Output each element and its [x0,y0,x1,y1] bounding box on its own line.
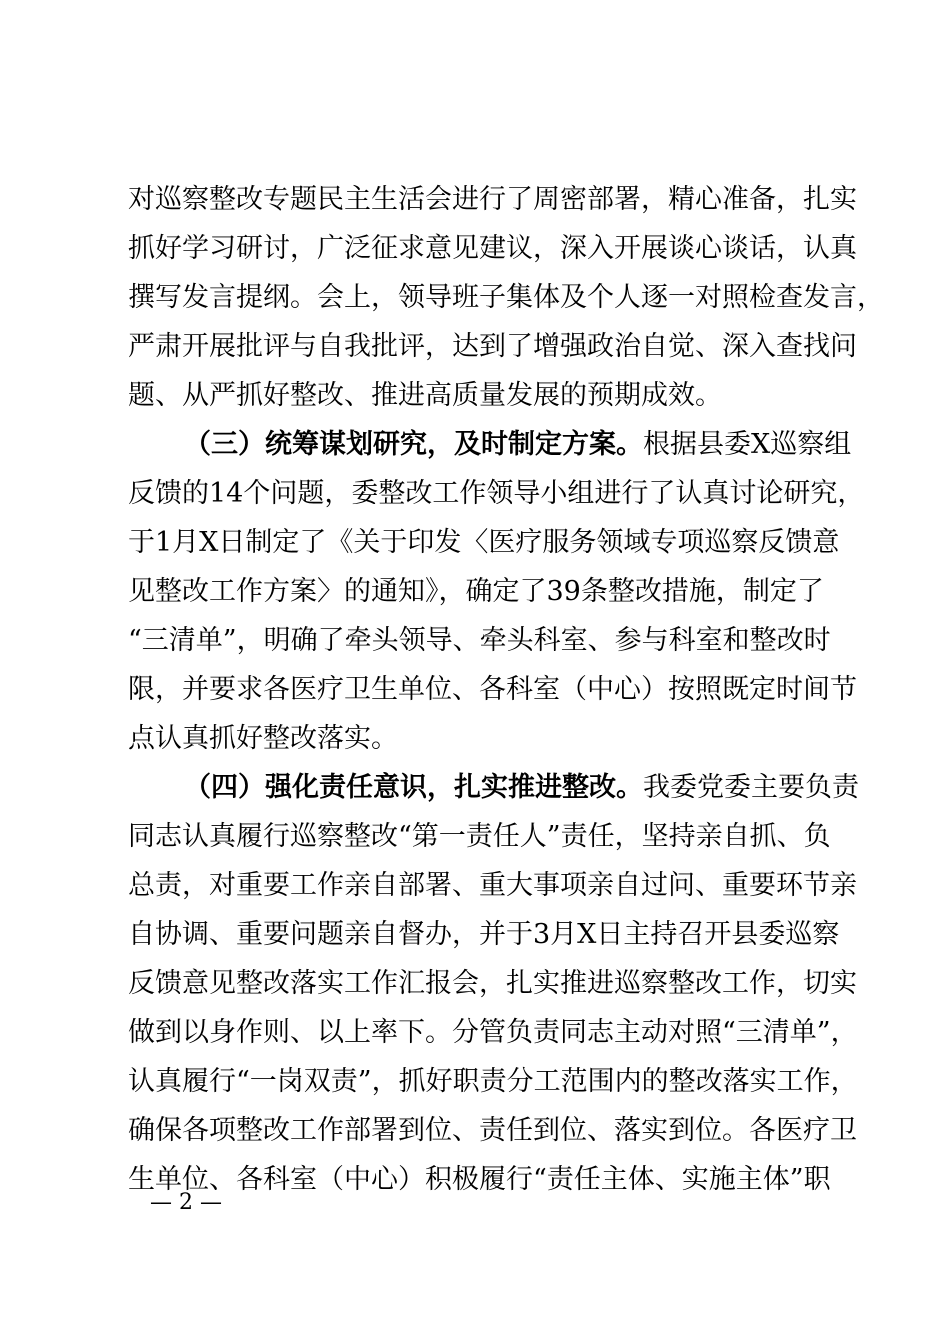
page-number: — 2 — [150,1190,222,1215]
body-text-line: 同志认真履行巡察整改“第一责任人”责任，坚持亲自抓、负 [128,821,831,852]
body-text-line: 生单位、各科室（中心）积极履行“责任主体、实施主体”职 [128,1164,831,1195]
body-text-line: 做到以身作则、以上率下。分管负责同志主动对照“三清单”， [128,1017,858,1048]
body-text-line: 见整改工作方案〉的通知》，确定了39条整改措施，制定了 [128,576,824,607]
section-heading-line [184,423,852,467]
body-text-line: 确保各项整改工作部署到位、责任到位、落实到位。各医疗卫 [128,1115,857,1146]
body-text-line: 点认真抓好整改落实。 [128,723,398,754]
body-text: 我委党委主要负责 [643,772,859,803]
body-text-line: 反馈的14个问题，委整改工作领导小组进行了认真讨论研究， [128,478,865,509]
section-heading: （四）强化责任意识，扎实推进整改。 [184,772,643,803]
section-heading: （三）统筹谋划研究，及时制定方案。 [184,429,643,460]
body-text-line: “三清单”，明确了牵头领导、牵头科室、参与科室和整改时 [128,625,831,656]
body-text: 根据县委X巡察组 [643,429,852,460]
section-heading-line [184,766,859,810]
body-text-line: 自协调、重要问题亲自督办，并于3月X日主持召开县委巡察 [128,919,840,950]
body-text-line: 认真履行“一岗双责”，抓好职责分工范围内的整改落实工作， [128,1066,858,1097]
body-text-line: 对巡察整改专题民主生活会进行了周密部署，精心准备，扎实 [128,184,857,215]
body-text-line: 于1月X日制定了《关于印发〈医疗服务领域专项巡察反馈意 [128,527,840,558]
body-text-line: 反馈意见整改落实工作汇报会，扎实推进巡察整改工作，切实 [128,968,857,999]
body-text-line: 题、从严抓好整改、推进高质量发展的预期成效。 [128,380,722,411]
body-text-line: 总责，对重要工作亲自部署、重大事项亲自过问、重要环节亲 [128,870,857,901]
body-text-line: 严肃开展批评与自我批评，达到了增强政治自觉、深入查找问 [128,331,857,362]
body-text-line: 抓好学习研讨，广泛征求意见建议，深入开展谈心谈话，认真 [128,233,857,264]
body-text-line: 限，并要求各医疗卫生单位、各科室（中心）按照既定时间节 [128,674,857,705]
body-text-line: 撰写发言提纲。会上，领导班子集体及个人逐一对照检查发言， [128,282,884,313]
